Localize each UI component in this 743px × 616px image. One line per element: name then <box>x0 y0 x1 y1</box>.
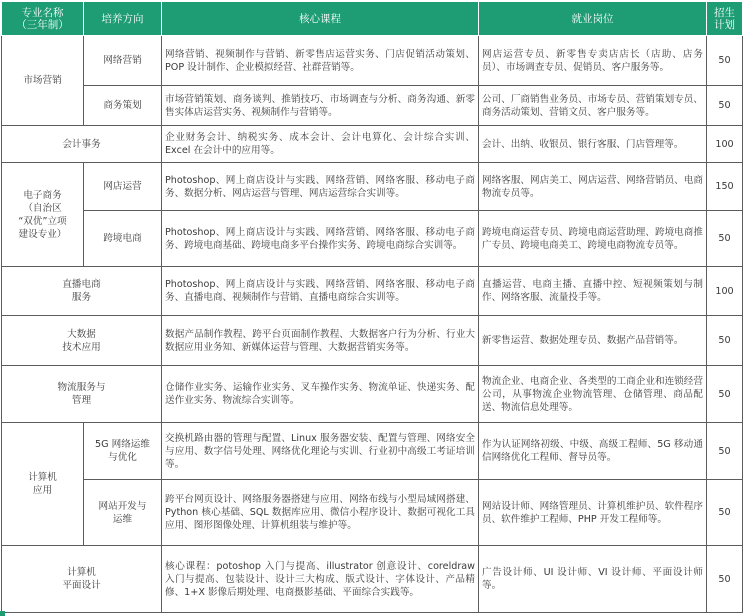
quota-cell: 50 <box>707 423 743 480</box>
jobs-cell: 公司、厂商销售业务员、市场专员、营销策划专员、商务活动策划、营销文员、客户服务等。 <box>479 86 707 126</box>
jobs-cell: 广告设计师、UI 设计师、VI 设计师、平面设计师等。 <box>479 546 707 613</box>
jobs-cell: 网站设计师、网络管理员、计算机维护员、软件程序员、软件维护工程师、PHP 开发工程师等。 <box>479 480 707 546</box>
quota-cell: 50 <box>707 546 743 613</box>
admissions-table <box>1 1 743 613</box>
table-header-row <box>2 2 743 36</box>
jobs-cell: 物流企业、电商企业、各类型的工商企业和连锁经营公司，从事物流企业物流管理、仓储管理、商品配送、物流信息处理等。 <box>479 366 707 423</box>
header-major: 专业名称 （三年制） <box>2 2 84 36</box>
major-cell: 计算机 应用 <box>2 423 84 546</box>
courses-cell: 交换机路由器的管理与配置、Linux 服务器安装、配置与管理、网络安全与应用、数字信号处理、网络优化理论与实训、行业初中高级工考证培训等。 <box>162 423 479 480</box>
direction-cell: 网店运营 <box>84 163 162 211</box>
quota-cell: 50 <box>707 211 743 267</box>
courses-cell: Photoshop、网上商店设计与实践、网络营销、网络客服、移动电子商务、跨境电商基础、跨境电商多平台操作实务、跨境电商综合实训等。 <box>162 211 479 267</box>
quota-cell: 50 <box>707 366 743 423</box>
jobs-cell: 网络客服、网店美工、网店运营、网络营销员、电商物流专员等。 <box>479 163 707 211</box>
header-quota: 招生 计划 <box>707 2 743 36</box>
quota-cell: 50 <box>707 480 743 546</box>
table-row <box>2 36 743 86</box>
courses-cell: 仓储作业实务、运输作业实务、叉车操作实务、物流单证、快递实务、配送作业实务、物流综合实训等。 <box>162 366 479 423</box>
quota-cell: 50 <box>707 316 743 366</box>
direction-cell: 网络营销 <box>84 36 162 86</box>
jobs-cell: 新零售运营、数据处理专员、数据产品营销等。 <box>479 316 707 366</box>
header-courses: 核心课程 <box>162 2 479 36</box>
major-cell: 市场营销 <box>2 36 84 126</box>
direction-cell: 跨境电商 <box>84 211 162 267</box>
jobs-cell: 跨境电商运营专员、跨境电商运营助理、跨境电商推广专员、跨境电商美工、跨境电商物流专员等。 <box>479 211 707 267</box>
major-cell: 大数据 技术应用 <box>2 316 162 366</box>
courses-cell: 核心课程：potoshop 入门与提高、illustrator 创意设计、coreldraw 入门与提高、包装设计、设计三大构成、版式设计、字体设计、产品精修、1+X 影像后期处理、电商摄影基础、平面综合实践等。 <box>162 546 479 613</box>
courses-cell: 市场营销策划、商务谈判、推销技巧、市场调查与分析、商务沟通、新零售实体店运营实务、视频制作与营销等。 <box>162 86 479 126</box>
quota-cell: 150 <box>707 163 743 211</box>
table-row <box>2 423 743 480</box>
courses-cell: 数据产品制作教程、跨平台页面制作教程、大数据客户行为分析、行业大数据应用业务知、新媒体运营与管理、大数据营销实务等。 <box>162 316 479 366</box>
table-row <box>2 86 743 126</box>
table-row <box>2 546 743 613</box>
major-cell: 直播电商 服务 <box>2 267 162 316</box>
table-row <box>2 126 743 163</box>
direction-cell: 商务策划 <box>84 86 162 126</box>
table-row <box>2 366 743 423</box>
courses-cell: 跨平台网页设计、网络服务器搭建与应用、网络布线与小型局域网搭建、Python 核心基础、SQL 数据库应用、微信小程序设计、数据可视化工具应用、图形图像处理、计算机组装与维护等。 <box>162 480 479 546</box>
major-cell: 电子商务 （自治区 “双优”立项 建设专业） <box>2 163 84 267</box>
table-row <box>2 316 743 366</box>
table-row <box>2 163 743 211</box>
jobs-cell: 网店运营专员、新零售专卖店店长（店助、店务员）、市场调查专员、促销员、客户服务等。 <box>479 36 707 86</box>
table-row <box>2 267 743 316</box>
courses-cell: Photoshop、网上商店设计与实践、网络营销、网络客服、移动电子商务、数据分析、网店运营与管理、网店运营综合实训等。 <box>162 163 479 211</box>
direction-cell: 网站开发与 运维 <box>84 480 162 546</box>
quota-cell: 50 <box>707 36 743 86</box>
courses-cell: 企业财务会计、纳税实务、成本会计、会计电算化、会计综合实训、Excel 在会计中的应用等。 <box>162 126 479 163</box>
quota-cell: 100 <box>707 267 743 316</box>
quota-cell: 50 <box>707 86 743 126</box>
header-direction: 培养方向 <box>84 2 162 36</box>
table-row <box>2 480 743 546</box>
corner-accent <box>0 611 5 616</box>
jobs-cell: 会计、出纳、收银员、银行客服、门店管理等。 <box>479 126 707 163</box>
header-jobs: 就业岗位 <box>479 2 707 36</box>
courses-cell: 网络营销、视频制作与营销、新零售店运营实务、门店促销活动策划、POP 设计制作、企业模拟经营、社群营销等。 <box>162 36 479 86</box>
major-cell: 会计事务 <box>2 126 162 163</box>
quota-cell: 100 <box>707 126 743 163</box>
table-row <box>2 211 743 267</box>
jobs-cell: 作为认证网络初级、中级、高级工程师、5G 移动通信网络优化工程师、督导员等。 <box>479 423 707 480</box>
major-cell: 计算机 平面设计 <box>2 546 162 613</box>
courses-cell: Photoshop、网上商店设计与实践、网络营销、网络客服、移动电子商务、直播电商、视频制作与营销、直播电商综合实训等。 <box>162 267 479 316</box>
jobs-cell: 直播运营、电商主播、直播中控、短视频策划与制作、网络客服、流量投手等。 <box>479 267 707 316</box>
major-cell: 物流服务与 管理 <box>2 366 162 423</box>
direction-cell: 5G 网络运维 与优化 <box>84 423 162 480</box>
